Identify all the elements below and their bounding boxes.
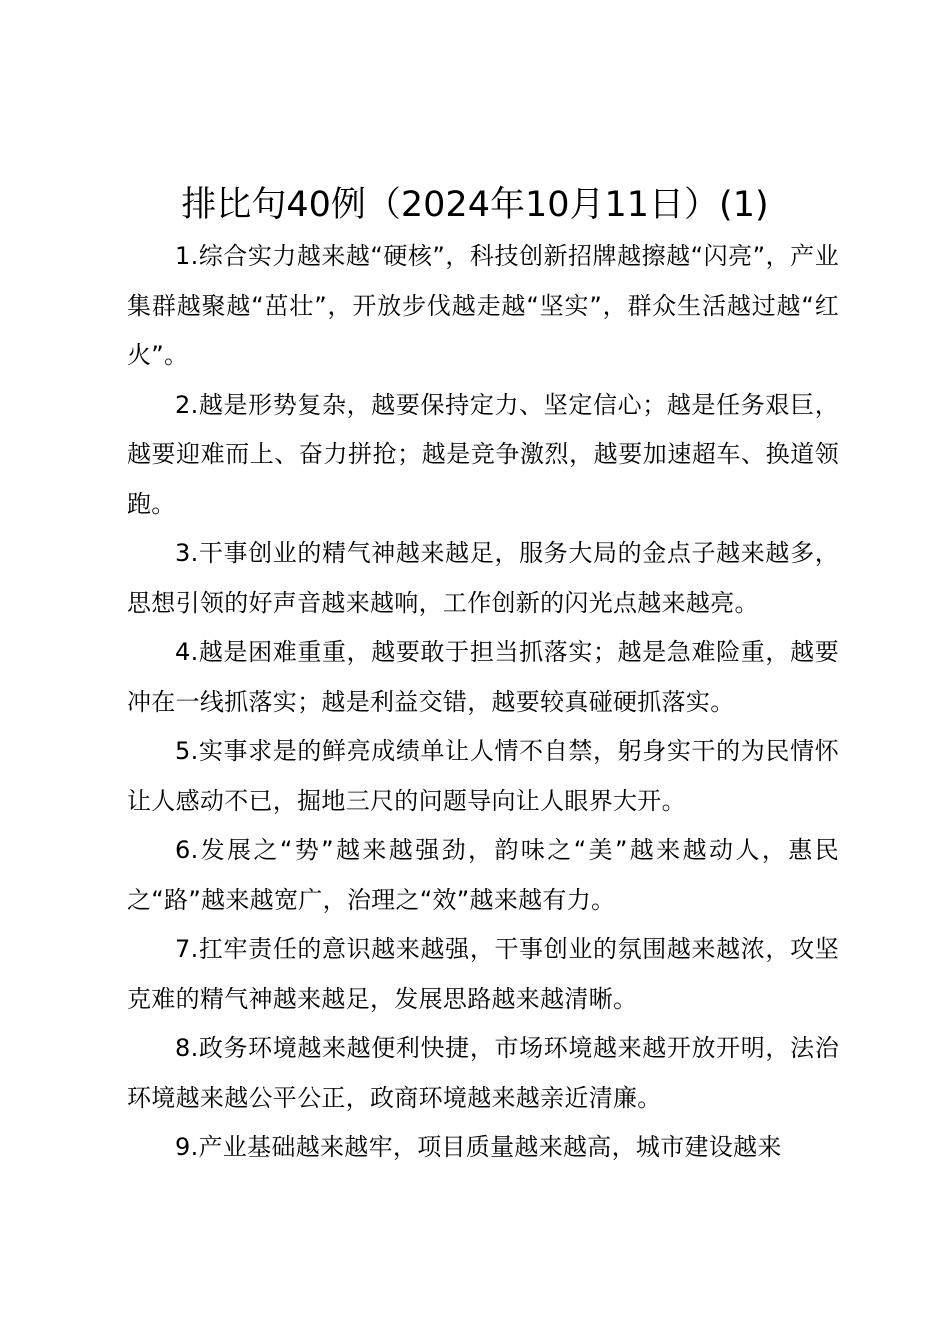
paragraph-3: 3.干事创业的精气神越来越足，服务大局的金点子越来越多，思想引领的好声音越来越响，工作创新的闪光点越来越亮。: [127, 539, 839, 617]
paragraph-7: 7.扛牢责任的意识越来越强，干事创业的氛围越来越浓，攻坚克难的精气神越来越足，发展思路越来越清晰。: [127, 935, 839, 1013]
paragraph-6: 6.发展之“势”越来越强劲，韵味之“美”越来越动人，惠民之“路”越来越宽广，治理之“效”越来越有力。: [127, 836, 839, 914]
paragraph-8: 8.政务环境越来越便利快捷，市场环境越来越开放开明，法治环境越来越公平公正，政商环境越来越亲近清廉。: [127, 1034, 839, 1112]
document-title: 排比句40例（2024年10月11日）(1): [181, 185, 769, 225]
paragraph-4: 4.越是困难重重，越要敢于担当抓落实；越是急难险重，越要冲在一线抓落实；越是利益交错，越要较真碰硬抓落实。: [127, 638, 839, 716]
paragraph-5: 5.实事求是的鲜亮成绩单让人情不自禁，躬身实干的为民情怀让人感动不已，掘地三尺的问题导向让人眼界大开。: [127, 737, 839, 815]
document-body: [127, 232, 839, 1173]
paragraph-9: 9.产业基础越来越牢，项目质量越来越高，城市建设越来: [175, 1133, 782, 1161]
paragraph-2: 2.越是形势复杂，越要保持定力、坚定信心；越是任务艰巨，越要迎难而上、奋力拼抢；越是竞争激烈，越要加速超车、换道领跑。: [127, 390, 839, 518]
paragraph-1: 1.综合实力越来越“硬核”，科技创新招牌越擦越“闪亮”，产业集群越聚越“茁壮”，开放步伐越走越“坚实”，群众生活越过越“红火”。: [127, 242, 839, 369]
